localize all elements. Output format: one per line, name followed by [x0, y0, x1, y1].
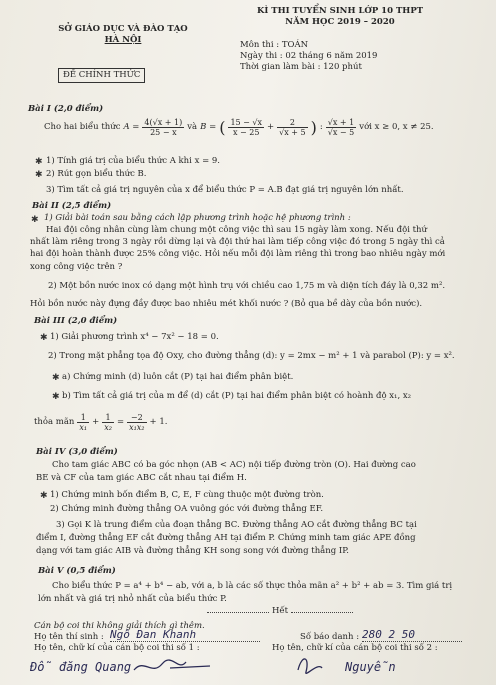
- bai5-title: Bài V (0,5 điểm): [38, 566, 116, 576]
- bai4-q2: 2) Chứng minh đường thẳng OA vuông góc với đường thẳng EF.: [50, 504, 324, 514]
- eq-f1: [77, 413, 89, 432]
- bai2-q1-head: 1) Giải bài toán sau bằng cách lập phương trình hoặc hệ phương trình :: [44, 213, 351, 223]
- B-f1: [228, 118, 264, 137]
- eq-f1-num: 1: [77, 413, 89, 423]
- eq-plus: +: [92, 417, 100, 427]
- bai2-title: Bài II (2,5 điểm): [32, 201, 112, 211]
- eq-f1-den: x₁: [79, 423, 88, 432]
- A-lhs: A =: [123, 122, 140, 132]
- bai1-q1: 1) Tính giá trị của biểu thức A khi x = 9.: [46, 156, 221, 166]
- subject: Môn thi : TOÁN: [240, 40, 309, 50]
- B-f1-num: 15 − √x: [230, 118, 263, 127]
- bai1-q3: 3) Tìm tất cả giá trị nguyên của x để biểu thức P = A.B đạt giá trị nguyên lớn nhất.: [46, 185, 404, 195]
- bai1-given: Cho hai biểu thức A = $\frac{4(√x + 1)}{25 - x}$ và B = ( $\frac{15 - √x}{x - 25}$ + $\frac{2}{√x + 5}$ ) : $\frac{√x + 1}{√x - 5}$ với x ≥ 0, x ≠ 25.: [44, 118, 434, 137]
- pen-mark-icon: ✱: [35, 157, 43, 167]
- bai3-q1: 1) Giải phương trình x⁴ − 7x² − 18 = 0.: [50, 332, 219, 342]
- pen-mark-icon: ✱: [40, 491, 48, 501]
- bai1-q2: 2) Rút gọn biểu thức B.: [46, 169, 147, 179]
- A-den: 25 − x: [150, 128, 177, 137]
- bai1-title: Bài I (2,0 điểm): [28, 104, 104, 114]
- dept-line1: SỞ GIÁO DỤC VÀ ĐÀO TẠO: [58, 24, 188, 34]
- bai2-q1-l1: Hai đội công nhân cùng làm chung một công việc thì sau 15 ngày làm xong. Nếu đội thứ: [46, 225, 427, 235]
- bai4-title: Bài IV (3,0 điểm): [36, 447, 118, 457]
- eq-f3: [127, 413, 146, 432]
- exam-date: Ngày thi : 02 tháng 6 năm 2019: [240, 51, 378, 61]
- sig1-label: Họ tên, chữ kí của cán bộ coi thi số 1 :: [34, 643, 200, 653]
- bai2-q2-l1: 2) Một bồn nước inox có dạng một hình trụ với chiều cao 1,75 m và diện tích đáy là 0,32 m².: [48, 281, 446, 291]
- satisfy-word: thỏa mãn: [34, 417, 75, 427]
- school-year: NĂM HỌC 2019 – 2020: [285, 17, 395, 27]
- B-f2-num: 2: [277, 118, 308, 128]
- bai4-q3-l1: 3) Gọi K là trung điểm của đoạn thẳng BC. Đường thẳng AO cắt đường thẳng BC tại: [56, 520, 417, 530]
- eq-tail: + 1.: [149, 417, 168, 427]
- pen-mark-icon: ✱: [52, 392, 60, 402]
- end-line: [180, 606, 380, 617]
- B-f3: [326, 118, 357, 137]
- bai4-intro-l1: Cho tam giác ABC có ba góc nhọn (AB < AC) nội tiếp đường tròn (O). Hai đường cao: [52, 460, 416, 470]
- bai5-l1: Cho biểu thức P = a⁴ + b⁴ − ab, với a, b là các số thực thỏa mãn a² + b² + ab = 3. Tìm giá trị: [52, 581, 453, 591]
- eq-f2-den: x₂: [104, 423, 112, 432]
- pen-mark-icon: ✱: [52, 373, 60, 383]
- given-prefix: Cho hai biểu thức: [44, 122, 121, 132]
- condition: với x ≥ 0, x ≠ 25.: [359, 122, 434, 132]
- eq-equals: =: [116, 417, 125, 427]
- bai2-q2-l2: Hỏi bồn nước này đựng đầy được bao nhiêu mét khối nước ? (Bỏ qua bề dày của bồn nước).: [30, 299, 423, 309]
- end-word: Hết: [271, 606, 289, 616]
- A-fraction: [142, 118, 184, 137]
- signature-1-scribble: [130, 654, 220, 678]
- pen-mark-icon: ✱: [31, 215, 39, 225]
- exam-title: KÌ THI TUYỂN SINH LỚP 10 THPT: [256, 6, 424, 16]
- and-word: và: [187, 122, 198, 132]
- B-f3-num: √x + 1: [327, 118, 355, 127]
- pen-mark-icon: ✱: [35, 170, 43, 180]
- bai2-q1-l3: hai đội hoàn thành được 25% công việc. Hỏi nếu mỗi đội làm riêng thì trong bao nhiêu ngày mới: [30, 249, 446, 259]
- bai3-condition: [34, 413, 167, 432]
- eq-f3-num: −2: [127, 413, 146, 423]
- candidate-label: Họ tên thí sinh :: [34, 632, 104, 642]
- dept-line2: HÀ NỘI: [104, 35, 142, 45]
- B-f1-den: x − 25: [233, 128, 260, 137]
- div-sign: :: [319, 122, 323, 132]
- official-stamp: ĐỀ CHÍNH THỨC: [58, 68, 145, 83]
- candidate-name: Ngô Đan Khanh: [110, 628, 260, 642]
- bai4-q1: 1) Chứng minh bốn điểm B, C, E, F cùng thuộc một đường tròn.: [50, 490, 324, 500]
- exam-duration: Thời gian làm bài : 120 phút: [240, 62, 362, 72]
- bai3-title: Bài III (2,0 điểm): [34, 316, 118, 326]
- eq-f3-den: x₁x₂: [129, 423, 145, 432]
- pen-mark-icon: ✱: [40, 333, 48, 343]
- bai5-l2: lớn nhất và giá trị nhỏ nhất của biểu thức P.: [38, 594, 227, 604]
- bai3-q2a: a) Chứng minh (d) luôn cắt (P) tại hai điểm phân biệt.: [62, 372, 294, 382]
- bai3-q2b: b) Tìm tất cả giá trị của m để (d) cắt (P) tại hai điểm phân biệt có hoành độ x₁, x₂: [62, 391, 412, 401]
- B-f2-den: √x + 5: [279, 128, 306, 137]
- bai2-q1-l4: xong công việc trên ?: [30, 262, 123, 272]
- B-f3-den: √x − 5: [327, 128, 355, 137]
- sig1-handwriting: Đỗ đăng Quang: [30, 660, 132, 674]
- B-f2: [277, 118, 308, 137]
- bai4-intro-l2: BE và CF của tam giác ABC cắt nhau tại điểm H.: [36, 473, 247, 483]
- eq-f2-num: 1: [102, 413, 114, 423]
- sbd-label: Số báo danh :: [300, 632, 360, 642]
- bai3-q2: 2) Trong mặt phẳng tọa độ Oxy, cho đường thẳng (d): y = 2mx − m² + 1 và parabol (P): y = x².: [48, 351, 455, 361]
- bai2-q1-l2: nhất làm riêng trong 3 ngày rồi dừng lại và đội thứ hai làm tiếp công việc đó trong 5 ngày thì cả: [30, 237, 445, 247]
- bai4-q3-l2: điểm I, đường thẳng EF cắt đường thẳng AH tại điểm P. Chứng minh tam giác APE đồng: [36, 533, 416, 543]
- footer-note: Cán bộ coi thi không giải thích gì thêm.: [34, 621, 205, 631]
- signature-2-scribble: [292, 652, 332, 680]
- sig2-handwriting: Nguyễn: [345, 660, 396, 674]
- sbd-value: 280 2 50: [362, 628, 462, 642]
- bai4-q3-l3: dạng với tam giác AIB và đường thẳng KH song song với đường thẳng IP.: [36, 546, 349, 556]
- sig2-label: Họ tên, chữ kí của cán bộ coi thi số 2 :: [272, 643, 438, 653]
- A-num: 4(√x + 1): [144, 118, 183, 127]
- plus-sign: +: [267, 122, 275, 132]
- B-lhs: B =: [200, 122, 217, 132]
- eq-f2: [102, 413, 114, 432]
